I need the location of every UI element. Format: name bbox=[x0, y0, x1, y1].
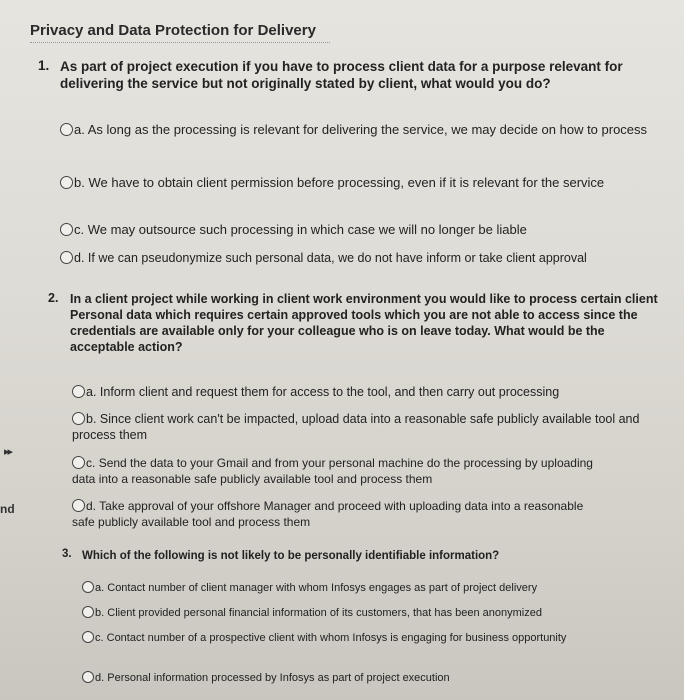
radio-button-icon[interactable] bbox=[72, 499, 85, 512]
option-text: Contact number of client manager with whom Infosys engages as part of project delivery bbox=[107, 582, 538, 594]
option-prefix: d. bbox=[74, 251, 85, 265]
option-prefix: c. bbox=[74, 222, 85, 237]
option-text: We have to obtain client permission before processing, even if it is relevant for the service bbox=[88, 175, 605, 190]
option-1d[interactable] bbox=[60, 250, 680, 266]
option-3c[interactable] bbox=[82, 630, 592, 646]
radio-button-icon[interactable] bbox=[60, 176, 73, 189]
option-text: Client provided personal financial information of its customers, that has been anonymized bbox=[107, 607, 542, 619]
option-text: Since client work can't be impacted, upload data into a reasonable safe publicly available tool and process them bbox=[72, 412, 640, 442]
radio-button-icon[interactable] bbox=[60, 223, 73, 236]
page-title: Privacy and Data Protection for Delivery bbox=[30, 22, 330, 43]
question-text: Which of the following is not likely to be personally identifiable information? bbox=[82, 550, 500, 562]
option-2c[interactable] bbox=[72, 455, 612, 487]
option-prefix: b. bbox=[95, 607, 105, 619]
question-number: 2. bbox=[48, 291, 59, 305]
option-prefix: a. bbox=[74, 122, 85, 137]
option-text: We may outsource such processing in which case we will no longer be liable bbox=[87, 222, 527, 237]
question-1 bbox=[38, 58, 638, 92]
option-3d[interactable] bbox=[82, 670, 672, 686]
option-prefix: c. bbox=[95, 632, 104, 644]
radio-button-icon[interactable] bbox=[82, 631, 94, 643]
option-text: Take approval of your offshore Manager and proceed with uploading data into a reasonable safe publicly available tool and process them bbox=[72, 499, 584, 529]
side-arrows-icon: ▸▸ bbox=[4, 446, 12, 458]
option-text: If we can pseudonymize such personal data, we do not have inform or take client approval bbox=[87, 251, 587, 265]
option-3b[interactable] bbox=[82, 605, 672, 621]
radio-button-icon[interactable] bbox=[60, 123, 73, 136]
option-prefix: c. bbox=[86, 456, 96, 470]
radio-button-icon[interactable] bbox=[72, 412, 85, 425]
radio-button-icon[interactable] bbox=[82, 671, 94, 683]
question-2 bbox=[48, 291, 670, 355]
question-3 bbox=[62, 548, 662, 565]
option-prefix: d. bbox=[86, 499, 97, 513]
question-text: As part of project execution if you have to process client data for a purpose relevant for delivering the service but not originally stated by client, what would you do? bbox=[60, 59, 623, 91]
radio-button-icon[interactable] bbox=[60, 251, 73, 264]
option-text: Personal information processed by Infosys as part of project execution bbox=[107, 672, 450, 684]
radio-button-icon[interactable] bbox=[82, 606, 94, 618]
option-prefix: b. bbox=[74, 175, 85, 190]
question-text: In a client project while working in client work environment you would like to process certain client Personal data which requires certain approved tools which you are not able to access since the credentials are available only for your colleague who is on leave today. What would be the acceptable action? bbox=[70, 292, 658, 354]
option-1c[interactable] bbox=[60, 222, 670, 238]
option-2b[interactable] bbox=[72, 411, 662, 443]
side-text-fragment: nd bbox=[0, 502, 15, 516]
option-1a[interactable] bbox=[60, 122, 665, 138]
option-1b[interactable] bbox=[60, 175, 640, 191]
option-text: Inform client and request them for access to the tool, and then carry out processing bbox=[99, 385, 560, 399]
option-2a[interactable] bbox=[72, 384, 662, 400]
question-number: 3. bbox=[62, 548, 72, 560]
radio-button-icon[interactable] bbox=[72, 385, 85, 398]
option-text: As long as the processing is relevant for delivering the service, we may decide on how to process bbox=[87, 122, 648, 137]
option-text: Send the data to your Gmail and from your personal machine do the processing by uploading data into a reasonable safe publicly available tool and process them bbox=[72, 456, 593, 486]
radio-button-icon[interactable] bbox=[72, 456, 85, 469]
option-2d[interactable] bbox=[72, 498, 592, 530]
question-number: 1. bbox=[38, 58, 50, 73]
radio-button-icon[interactable] bbox=[82, 581, 94, 593]
option-prefix: a. bbox=[95, 582, 105, 594]
option-prefix: a. bbox=[86, 385, 97, 399]
option-3a[interactable] bbox=[82, 580, 662, 596]
option-prefix: b. bbox=[86, 412, 97, 426]
option-prefix: d. bbox=[95, 672, 105, 684]
option-text: Contact number of a prospective client with whom Infosys is engaging for business opportunity bbox=[106, 632, 567, 644]
